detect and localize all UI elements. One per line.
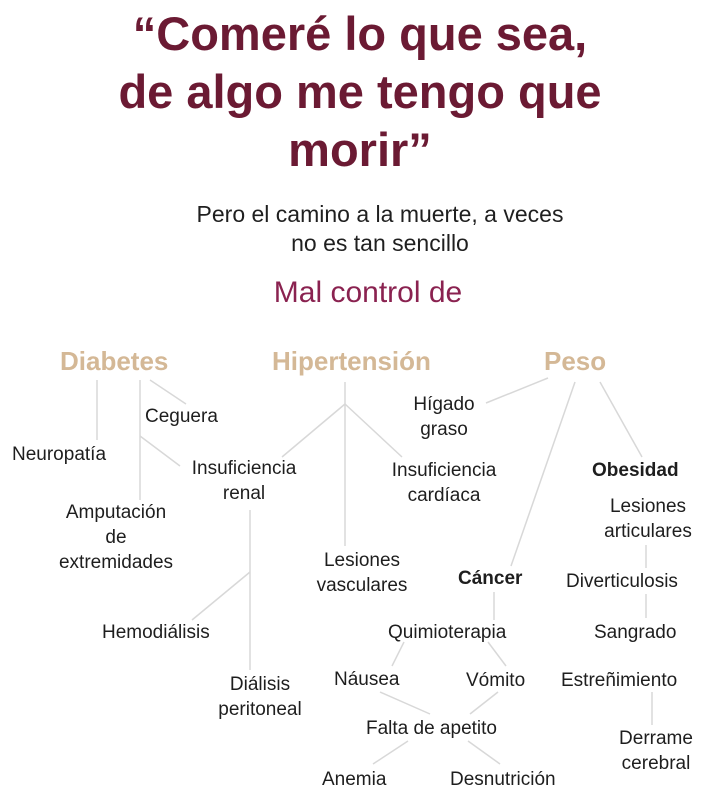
node-dialisis-peritoneal	[202, 672, 318, 722]
node-lesiones-articulares	[584, 494, 712, 544]
node-insuficiencia-renal	[174, 456, 314, 506]
title-line-3: morir”	[288, 123, 432, 176]
node-neuropatia: Neuropatía	[12, 444, 107, 465]
node-ceguera: Ceguera	[145, 406, 218, 427]
connector-falta-desnutricion	[468, 741, 500, 764]
title-line-1: “Comeré lo que sea,	[132, 7, 588, 60]
node-amputacion	[38, 500, 194, 575]
connector-quimio-vomito	[488, 642, 506, 666]
connector-hipertension-right	[345, 404, 402, 457]
node-insuficiencia-cardiaca	[370, 458, 518, 508]
node-hemodialisis: Hemodiálisis	[102, 622, 210, 643]
node-lesiones-vasculares	[300, 548, 424, 598]
node-derrame-cerebral-line-1: Derrame	[619, 728, 693, 749]
node-lesiones-vasculares-line-2: vasculares	[316, 575, 408, 596]
node-higado-graso-line-2: graso	[420, 419, 468, 440]
node-insuficiencia-renal-line-1: Insuficiencia	[191, 458, 297, 479]
node-amputacion-line-3: extremidades	[58, 552, 174, 573]
node-diverticulosis: Diverticulosis	[566, 571, 678, 592]
category-peso: Peso	[544, 346, 607, 376]
connector-quimio-nausea	[392, 642, 404, 666]
node-insuficiencia-renal-line-2: renal	[222, 483, 266, 504]
connector-peso-cancer	[511, 382, 575, 566]
connector-hipertension-left	[282, 404, 345, 457]
node-higado-graso-line-1: Hígado	[413, 394, 475, 415]
node-falta-apetito: Falta de apetito	[366, 718, 497, 739]
node-insuficiencia-cardiaca-line-1: Insuficiencia	[391, 460, 497, 481]
node-amputacion-line-2: de	[105, 527, 127, 548]
node-lesiones-articulares-line-2: articulares	[604, 521, 692, 542]
node-dialisis-peritoneal-line-2: peritoneal	[218, 699, 302, 720]
connector-peso-obesidad	[600, 382, 642, 457]
connector-falta-anemia	[373, 741, 408, 764]
category-diabetes: Diabetes	[60, 346, 169, 376]
node-estrenimiento: Estreñimiento	[561, 670, 678, 691]
node-derrame-cerebral	[604, 726, 708, 776]
node-insuficiencia-cardiaca-line-2: cardíaca	[407, 485, 481, 506]
connector-peso-higado	[486, 378, 548, 403]
node-vomito: Vómito	[466, 670, 526, 691]
node-anemia: Anemia	[322, 769, 387, 790]
node-sangrado: Sangrado	[594, 622, 677, 643]
node-derrame-cerebral-line-2: cerebral	[621, 753, 691, 774]
node-desnutricion: Desnutrición	[450, 769, 556, 790]
connector-nausea-falta	[380, 692, 430, 714]
node-nausea: Náusea	[334, 669, 400, 690]
section-label: Mal control de	[273, 276, 463, 309]
node-lesiones-vasculares-line-1: Lesiones	[323, 550, 401, 571]
subtitle-line-2: no es tan sencillo	[291, 230, 469, 256]
node-cancer: Cáncer	[458, 568, 523, 589]
node-amputacion-line-1: Amputación	[65, 502, 167, 523]
subtitle-line-1: Pero el camino a la muerte, a veces	[196, 201, 564, 227]
node-dialisis-peritoneal-line-1: Diálisis	[229, 674, 291, 695]
connector-vomito-falta	[470, 692, 498, 714]
title-line-2: de algo me tengo que	[118, 65, 602, 118]
node-lesiones-articulares-line-1: Lesiones	[609, 496, 687, 517]
node-quimioterapia: Quimioterapia	[388, 622, 507, 643]
connector-diabetes-ceguera	[150, 380, 186, 404]
node-higado-graso	[396, 392, 492, 442]
connector-renal-hemodialisis	[192, 572, 250, 620]
category-hipertension: Hipertensión	[272, 346, 431, 376]
node-obesidad: Obesidad	[592, 460, 679, 481]
